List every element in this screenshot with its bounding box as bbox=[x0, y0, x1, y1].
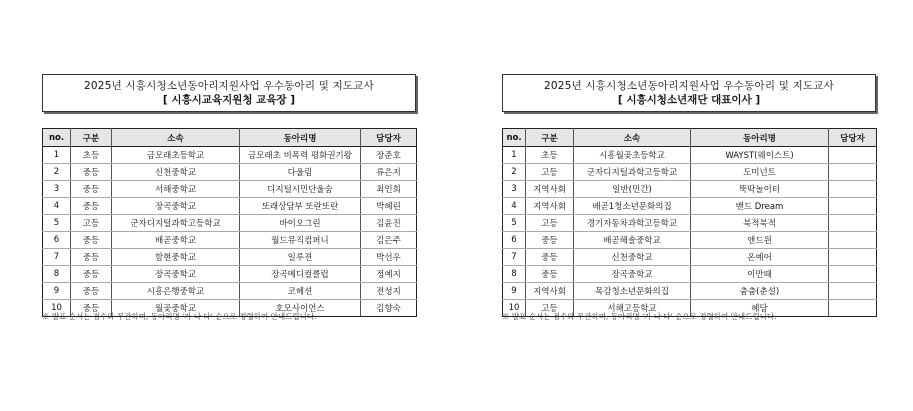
column-header-school: 소속 bbox=[574, 129, 691, 147]
category-cell: 초등 bbox=[71, 147, 112, 164]
school-cell: 함현중학교 bbox=[112, 249, 240, 266]
category-cell: 중등 bbox=[71, 266, 112, 283]
club-name-cell: 월드뮤직컴퍼니 bbox=[240, 232, 361, 249]
advisor-cell: 김은주 bbox=[361, 232, 417, 249]
no-cell: 6 bbox=[503, 232, 526, 249]
category-cell: 중등 bbox=[526, 232, 574, 249]
no-cell: 2 bbox=[43, 164, 71, 181]
column-header-school: 소속 bbox=[112, 129, 240, 147]
no-cell: 2 bbox=[503, 164, 526, 181]
category-cell: 중등 bbox=[71, 300, 112, 317]
category-cell: 중등 bbox=[71, 198, 112, 215]
table-row bbox=[43, 215, 417, 232]
category-cell: 중등 bbox=[71, 283, 112, 300]
column-header-club-name: 동아리명 bbox=[240, 129, 361, 147]
table-row bbox=[43, 249, 417, 266]
table-row bbox=[43, 164, 417, 181]
category-cell: 고등 bbox=[526, 300, 574, 317]
advisor-cell: 김윤진 bbox=[361, 215, 417, 232]
school-cell: 서해중학교 bbox=[112, 181, 240, 198]
advisor-cell bbox=[829, 300, 877, 317]
club-name-cell: 바이오그린 bbox=[240, 215, 361, 232]
right-title: 2025년 시흥시청소년동아리지원사업 우수동아리 및 지도교사 bbox=[544, 80, 834, 92]
school-cell: 배곧해솔중학교 bbox=[574, 232, 691, 249]
table-row bbox=[503, 198, 877, 215]
right-club-table bbox=[502, 128, 877, 317]
left-note: ※ 발표 순서는 점수와 무관하며, 동아리명 '가·나·다' 순으로 정렬하여 안내드립니다. bbox=[42, 312, 317, 321]
advisor-cell bbox=[829, 215, 877, 232]
school-cell: 서해고등학교 bbox=[574, 300, 691, 317]
table-row bbox=[503, 266, 877, 283]
advisor-cell bbox=[829, 266, 877, 283]
school-cell: 군자디지털과학고등학교 bbox=[112, 215, 240, 232]
no-cell: 8 bbox=[43, 266, 71, 283]
left-title-box bbox=[42, 74, 416, 112]
table-row bbox=[503, 181, 877, 198]
category-cell: 초등 bbox=[526, 147, 574, 164]
club-name-cell: 뚝딱놀이터 bbox=[691, 181, 829, 198]
school-cell: 금모래초등학교 bbox=[112, 147, 240, 164]
table-header-row bbox=[43, 129, 417, 147]
right-subtitle: [ 시흥시청소년재단 대표이사 ] bbox=[617, 94, 761, 106]
advisor-cell: 류은지 bbox=[361, 164, 417, 181]
school-cell: 시흥월곶초등학교 bbox=[574, 147, 691, 164]
school-cell: 경기자동차과학고등학교 bbox=[574, 215, 691, 232]
no-cell: 5 bbox=[503, 215, 526, 232]
table-row bbox=[43, 181, 417, 198]
table-row bbox=[503, 232, 877, 249]
advisor-cell: 장준호 bbox=[361, 147, 417, 164]
no-cell: 4 bbox=[503, 198, 526, 215]
column-header-advisor: 담당자 bbox=[361, 129, 417, 147]
category-cell: 지역사회 bbox=[526, 198, 574, 215]
left-title: 2025년 시흥시청소년동아리지원사업 우수동아리 및 지도교사 bbox=[84, 80, 374, 92]
school-cell: 시흥은행중학교 bbox=[112, 283, 240, 300]
table-row bbox=[43, 232, 417, 249]
category-cell: 지역사회 bbox=[526, 181, 574, 198]
club-name-cell: 코헤션 bbox=[240, 283, 361, 300]
advisor-cell: 박혜린 bbox=[361, 198, 417, 215]
club-name-cell: 디지털시민단울숨 bbox=[240, 181, 361, 198]
category-cell: 중등 bbox=[71, 164, 112, 181]
school-cell: 장곡중학교 bbox=[574, 266, 691, 283]
no-cell: 3 bbox=[503, 181, 526, 198]
table-row bbox=[503, 283, 877, 300]
club-name-cell: 호모사이언스 bbox=[240, 300, 361, 317]
category-cell: 고등 bbox=[71, 215, 112, 232]
advisor-cell bbox=[829, 198, 877, 215]
club-name-cell: 또래상담부 또란또란 bbox=[240, 198, 361, 215]
right-title-box bbox=[502, 74, 876, 112]
no-cell: 1 bbox=[43, 147, 71, 164]
no-cell: 7 bbox=[43, 249, 71, 266]
school-cell: 월곶중학교 bbox=[112, 300, 240, 317]
table-row bbox=[503, 215, 877, 232]
table-row bbox=[43, 283, 417, 300]
advisor-cell: 정예지 bbox=[361, 266, 417, 283]
category-cell: 중등 bbox=[526, 266, 574, 283]
club-name-cell: 북적북적 bbox=[691, 215, 829, 232]
column-header-club-name: 동아리명 bbox=[691, 129, 829, 147]
category-cell: 중등 bbox=[71, 232, 112, 249]
category-cell: 고등 bbox=[526, 164, 574, 181]
column-header-no: no. bbox=[503, 129, 526, 147]
school-cell: 배곧중학교 bbox=[112, 232, 240, 249]
no-cell: 4 bbox=[43, 198, 71, 215]
school-cell: 신천중학교 bbox=[112, 164, 240, 181]
no-cell: 3 bbox=[43, 181, 71, 198]
column-header-category: 구분 bbox=[71, 129, 112, 147]
club-name-cell: 장곡메디컬클럽 bbox=[240, 266, 361, 283]
no-cell: 9 bbox=[43, 283, 71, 300]
category-cell: 중등 bbox=[526, 249, 574, 266]
right-panel bbox=[502, 74, 876, 321]
category-cell: 지역사회 bbox=[526, 283, 574, 300]
table-row bbox=[503, 164, 877, 181]
no-cell: 10 bbox=[43, 300, 71, 317]
no-cell: 5 bbox=[43, 215, 71, 232]
school-cell: 일반(민간) bbox=[574, 181, 691, 198]
club-name-cell: 일루젼 bbox=[240, 249, 361, 266]
advisor-cell: 김향숙 bbox=[361, 300, 417, 317]
left-club-table bbox=[42, 128, 417, 317]
club-name-cell: 밴드 Dream bbox=[691, 198, 829, 215]
club-name-cell: 금모래초 비폭력 평화권기왕 bbox=[240, 147, 361, 164]
club-name-cell: 온예어 bbox=[691, 249, 829, 266]
table-row bbox=[43, 266, 417, 283]
school-cell: 장곡중학교 bbox=[112, 198, 240, 215]
no-cell: 7 bbox=[503, 249, 526, 266]
category-cell: 중등 bbox=[71, 181, 112, 198]
school-cell: 목감청소년문화의집 bbox=[574, 283, 691, 300]
club-name-cell: 다울림 bbox=[240, 164, 361, 181]
advisor-cell: 박선우 bbox=[361, 249, 417, 266]
advisor-cell: 전성지 bbox=[361, 283, 417, 300]
school-cell: 배곧1청소년문화의집 bbox=[574, 198, 691, 215]
school-cell: 신천중학교 bbox=[574, 249, 691, 266]
advisor-cell bbox=[829, 181, 877, 198]
advisor-cell bbox=[829, 232, 877, 249]
column-header-category: 구분 bbox=[526, 129, 574, 147]
table-row bbox=[43, 147, 417, 164]
category-cell: 중등 bbox=[71, 249, 112, 266]
no-cell: 9 bbox=[503, 283, 526, 300]
advisor-cell bbox=[829, 249, 877, 266]
advisor-cell bbox=[829, 147, 877, 164]
table-row bbox=[503, 147, 877, 164]
no-cell: 10 bbox=[503, 300, 526, 317]
club-name-cell: 도미넌트 bbox=[691, 164, 829, 181]
left-panel bbox=[42, 74, 416, 321]
club-name-cell: 앤드원 bbox=[691, 232, 829, 249]
no-cell: 6 bbox=[43, 232, 71, 249]
table-header-row bbox=[503, 129, 877, 147]
advisor-cell bbox=[829, 164, 877, 181]
school-cell: 장곡중학교 bbox=[112, 266, 240, 283]
column-header-advisor: 담당자 bbox=[829, 129, 877, 147]
category-cell: 고등 bbox=[526, 215, 574, 232]
club-name-cell: 이만때 bbox=[691, 266, 829, 283]
column-header-no: no. bbox=[43, 129, 71, 147]
no-cell: 1 bbox=[503, 147, 526, 164]
table-row bbox=[503, 249, 877, 266]
advisor-cell: 최인희 bbox=[361, 181, 417, 198]
club-name-cell: WAYST(웨이스트) bbox=[691, 147, 829, 164]
club-name-cell: 춤춤(춘설) bbox=[691, 283, 829, 300]
left-subtitle: [ 시흥시교육지원청 교육장 ] bbox=[162, 94, 296, 106]
right-note: ※ 발표 순서는 점수와 무관하며, 동아리명 '가·나·다' 순으로 정렬하여 안내드립니다. bbox=[502, 312, 777, 321]
no-cell: 8 bbox=[503, 266, 526, 283]
advisor-cell bbox=[829, 283, 877, 300]
table-row bbox=[43, 198, 417, 215]
club-name-cell: 헤담 bbox=[691, 300, 829, 317]
school-cell: 군자디지털과학고등학교 bbox=[574, 164, 691, 181]
